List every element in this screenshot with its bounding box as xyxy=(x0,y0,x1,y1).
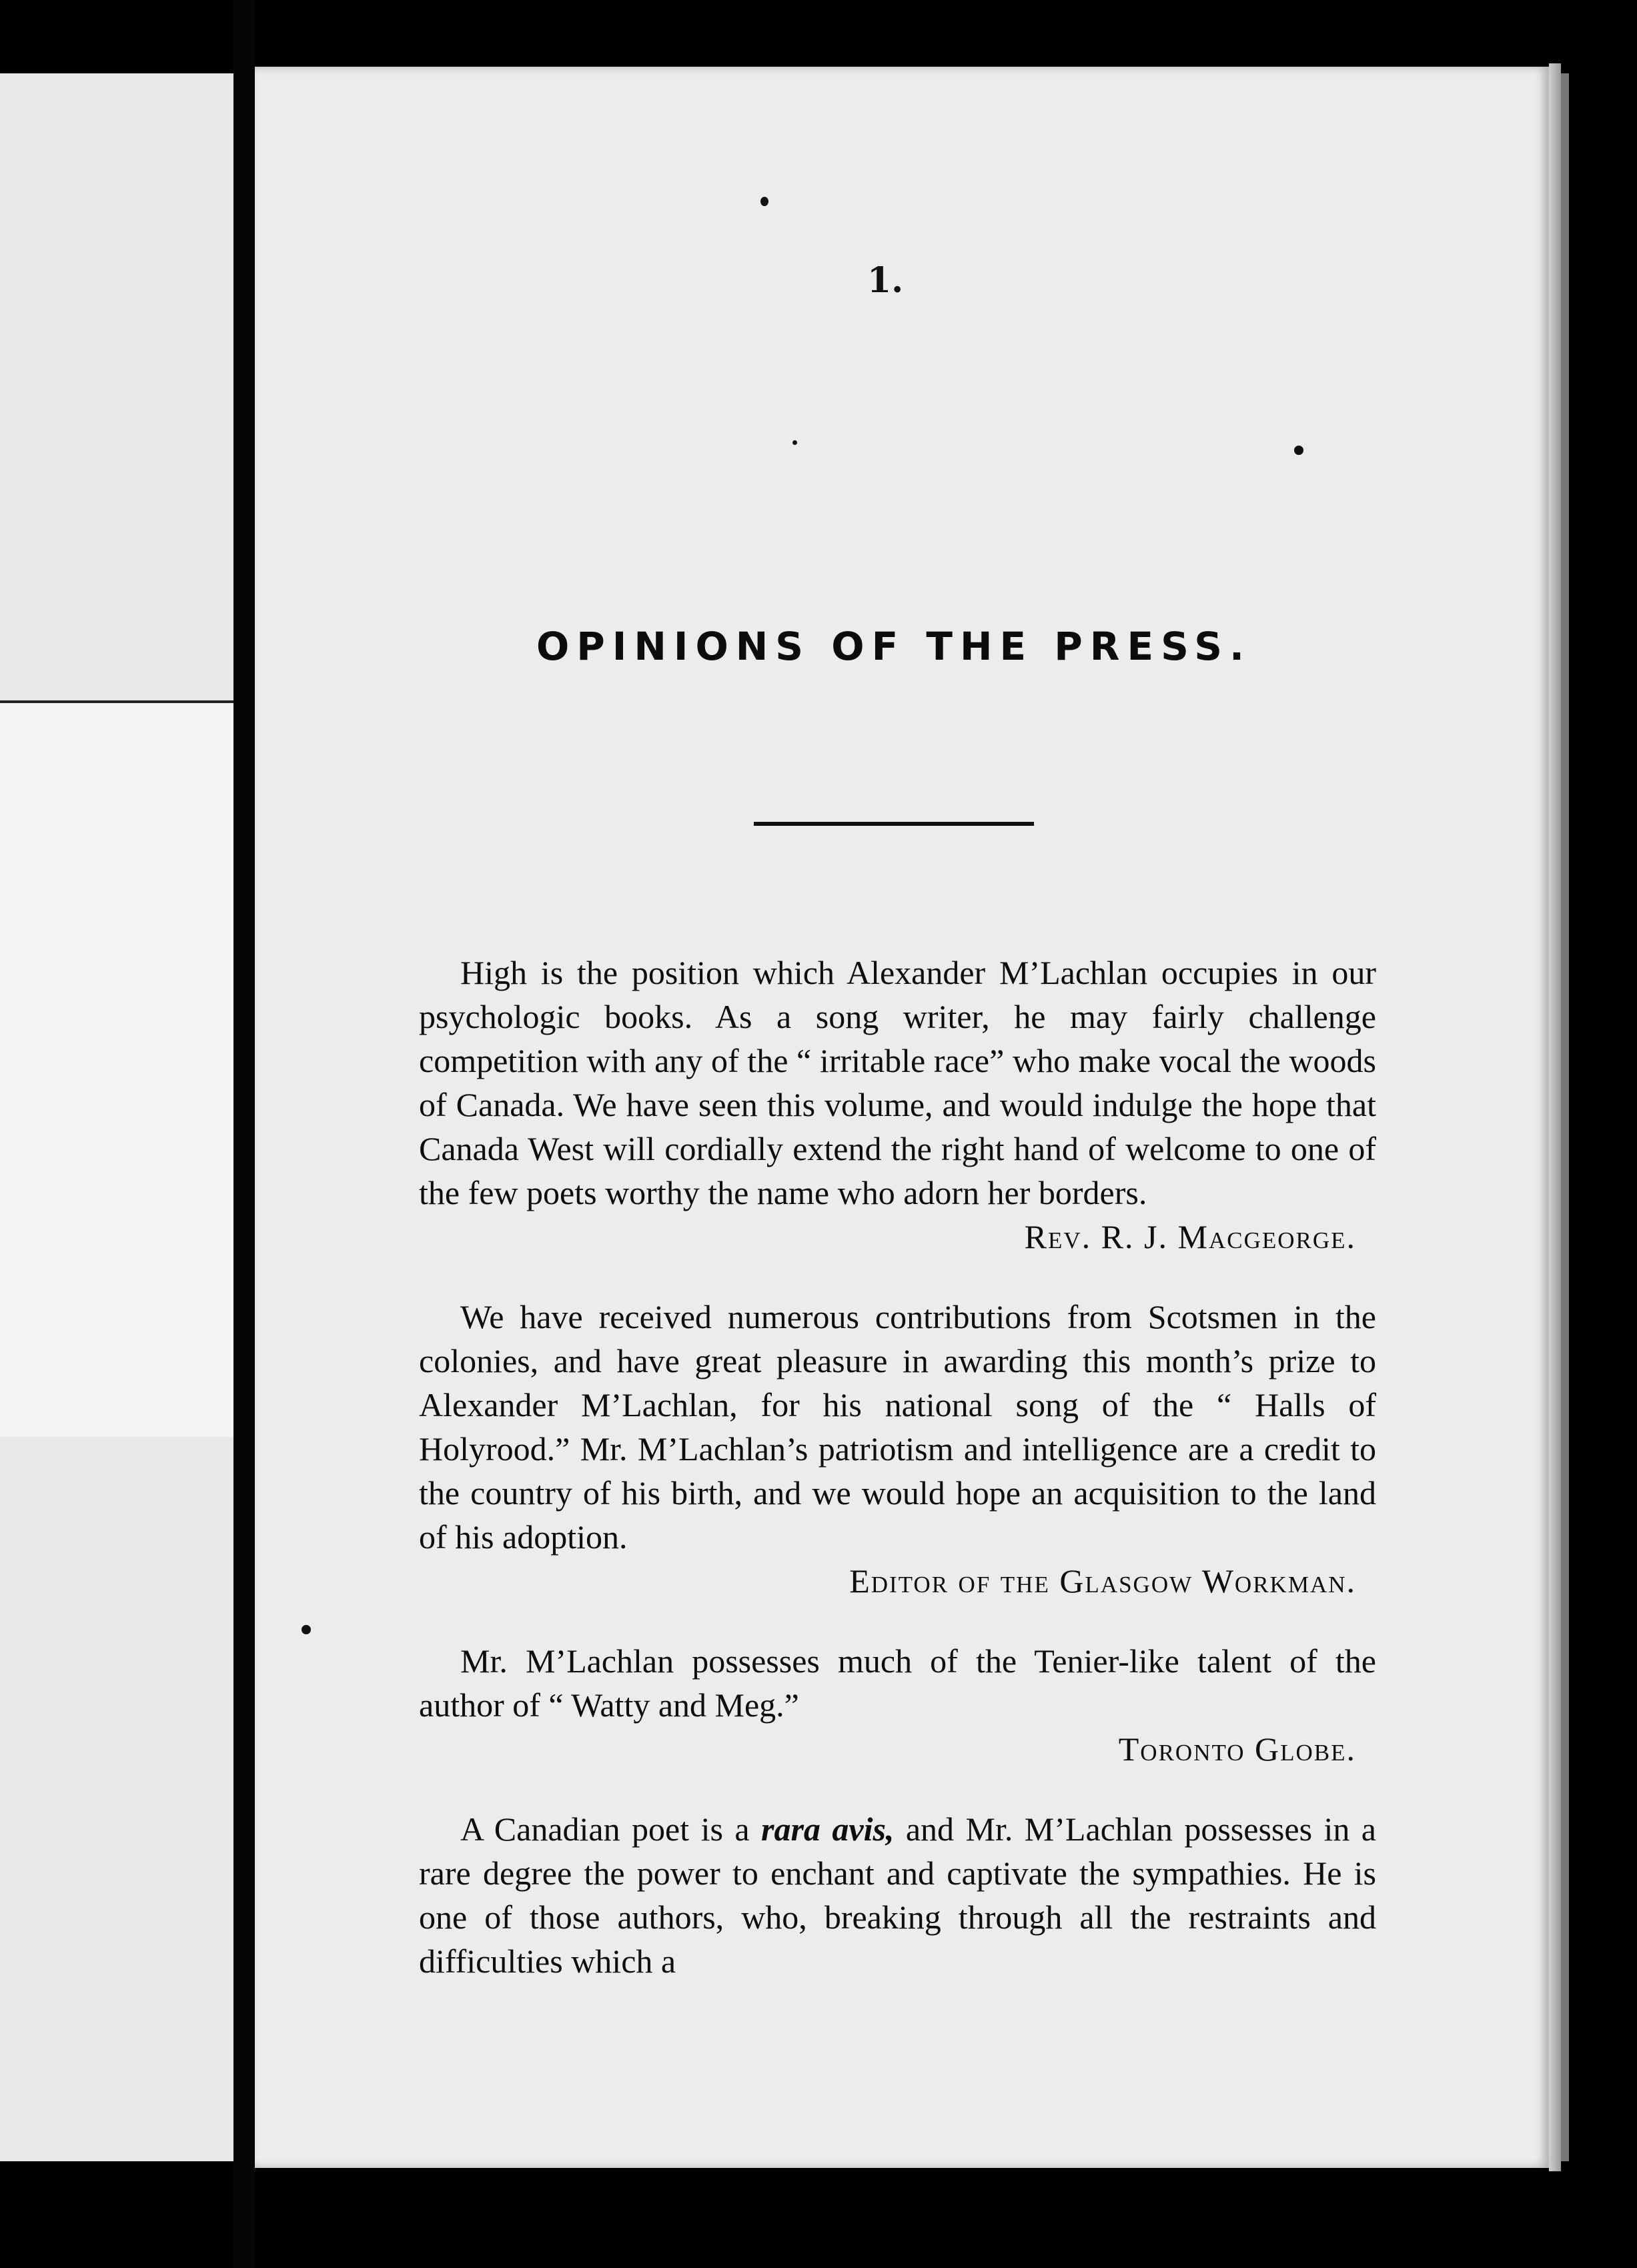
opinion-item xyxy=(419,1639,1376,1771)
opinion-text: High is the position which Alexander M’Lachlan occupies in our psychologic books. As a song writer, he may fairly challenge competition with any of the “ irritable race” who make vocal the woods of Canada. We have seen this volume, and would indulge the hope that Canada West will cordially extend the right hand of welcome to one of the few poets worthy the name who adorn her borders. xyxy=(419,954,1376,1211)
opinion-attribution: Toronto Globe. xyxy=(1118,1730,1356,1768)
opinion-text xyxy=(419,1807,1376,1983)
opinion-item xyxy=(419,1295,1376,1603)
opinion-text-part: A Canadian poet is a xyxy=(460,1810,762,1848)
opinion-text-italic: rara avis, xyxy=(761,1810,895,1848)
opinion-text: Mr. M’Lachlan possesses much of the Tenier-like talent of the author of “ Watty and Meg.” xyxy=(419,1642,1376,1724)
opinion-attribution: Editor of the Glasgow Workman. xyxy=(849,1562,1356,1600)
page-number: 1. xyxy=(867,260,904,301)
opinion-item xyxy=(419,951,1376,1259)
book-gutter xyxy=(233,0,255,2268)
opinion-text-part: and Mr. M’Lachlan possesses in a rare degree the power to enchant and captivate the sympathies. He is one of those authors, who, breaking through all the restraints and difficulties which a xyxy=(419,1810,1376,1980)
ink-speck xyxy=(792,440,797,445)
page-edge xyxy=(1549,63,1561,2171)
heading-rule xyxy=(754,822,1034,826)
ink-speck xyxy=(760,197,768,206)
ink-speck xyxy=(1294,446,1303,455)
opinion-item xyxy=(419,1807,1376,1983)
opinions-list xyxy=(419,951,1376,2019)
page-heading: OPINIONS OF THE PRESS. xyxy=(536,624,1252,669)
opinion-attribution: Rev. R. J. Macgeorge. xyxy=(1024,1218,1356,1255)
page-edge-shadow xyxy=(1561,73,1569,2161)
left-page-paper-tab xyxy=(0,700,263,1437)
opinion-text: We have received numerous contributions from Scotsmen in the colonies, and have great pleasure in awarding this month’s prize to Alexander M’Lachlan, for his national song of the “ Halls of Holyrood.” Mr. M’Lachlan’s patriotism and intelligence are a credit to the country of his birth, and we would hope an acquisition to the land of his adoption. xyxy=(419,1298,1376,1556)
ink-speck xyxy=(302,1625,311,1634)
